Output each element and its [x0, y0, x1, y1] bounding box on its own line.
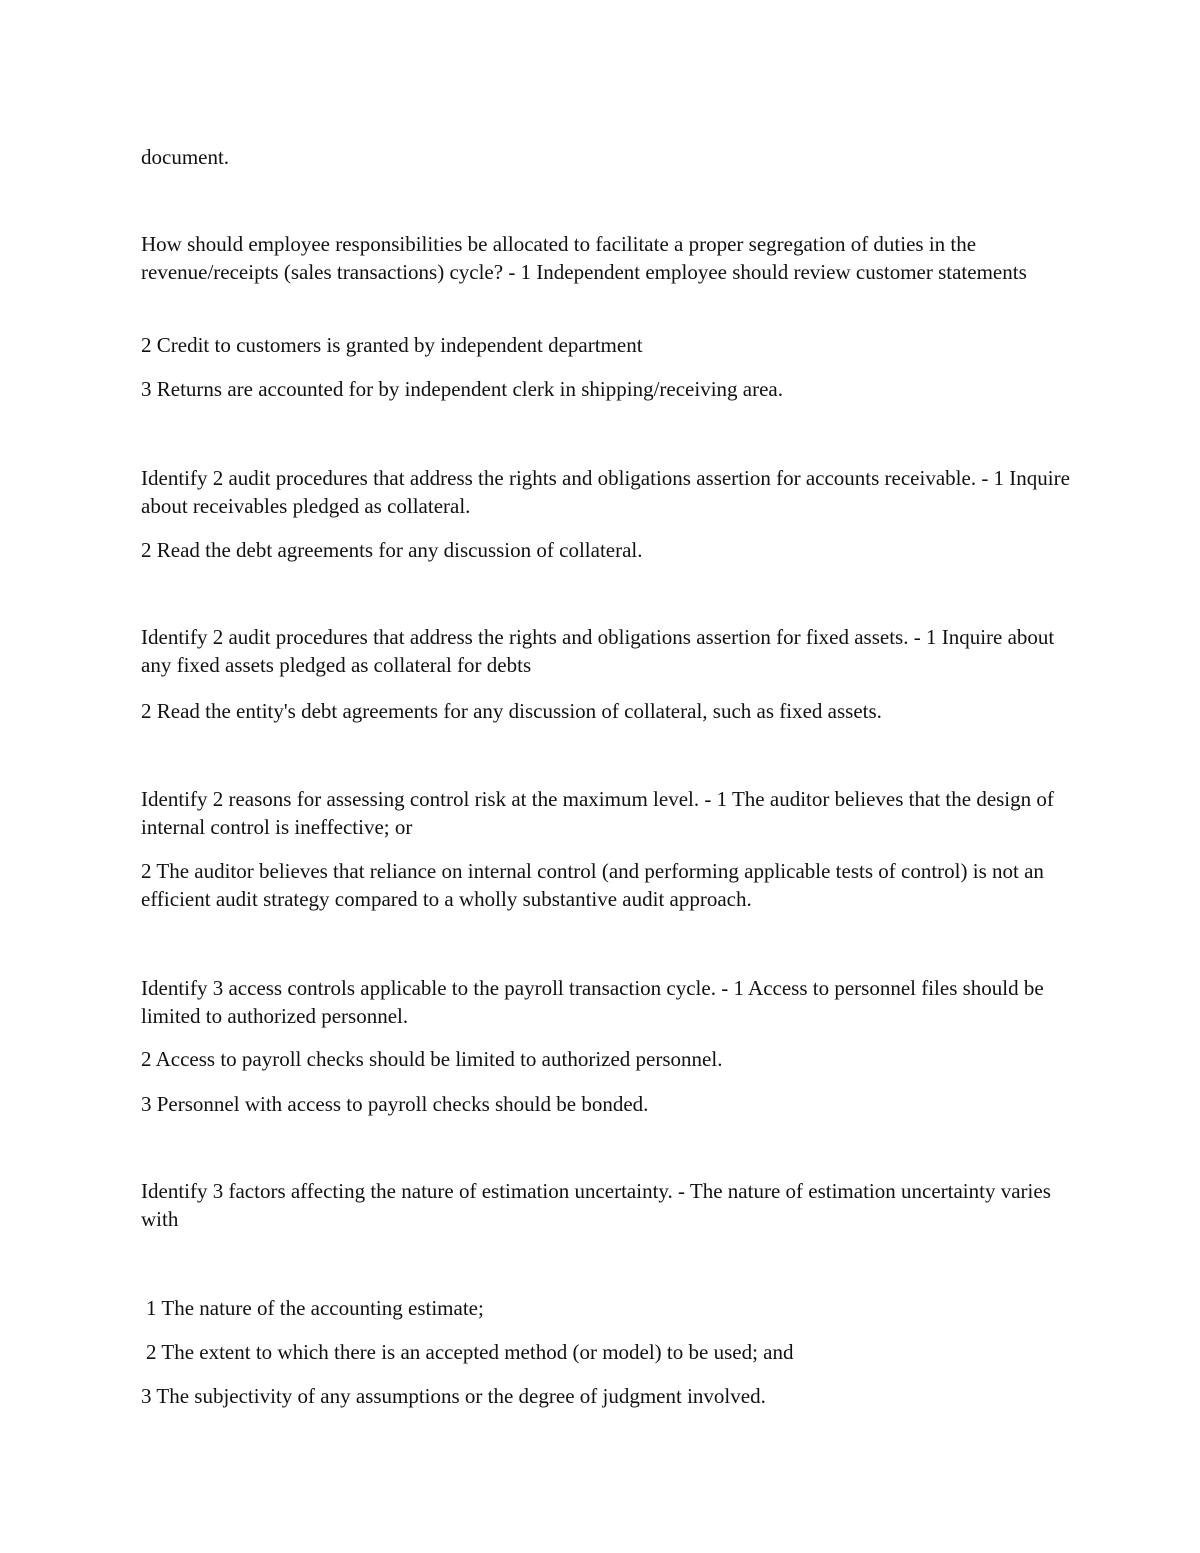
paragraph-fragment: document. — [141, 145, 230, 169]
answer-line: 2 The auditor believes that reliance on internal control (and performing applicable tests of control) is not an efficient audit strategy compared to a wholly substantive audit approach. — [141, 859, 1044, 911]
question-control-risk: Identify 2 reasons for assessing control risk at the maximum level. - 1 The auditor believes that the design of internal control is ineffective; or — [141, 787, 1054, 839]
answer-line: 2 Read the entity's debt agreements for any discussion of collateral, such as fixed assets. — [141, 699, 882, 723]
answer-line: 2 The extent to which there is an accepted method (or model) to be used; and — [146, 1340, 794, 1364]
question-fixed-assets-rights: Identify 2 audit procedures that address the rights and obligations assertion for fixed assets. - 1 Inquire about any fixed assets pledged as collateral for debts — [141, 625, 1055, 677]
question-estimation-uncertainty: Identify 3 factors affecting the nature of estimation uncertainty. - The nature of estimation uncertainty varies with — [141, 1179, 1051, 1231]
answer-line: 2 Credit to customers is granted by independent department — [141, 333, 643, 357]
question-receivables-rights: Identify 2 audit procedures that address the rights and obligations assertion for accounts receivable. - 1 Inquire about receivables pledged as collateral. — [141, 466, 1070, 518]
answer-line: 3 Returns are accounted for by independent clerk in shipping/receiving area. — [141, 377, 784, 401]
question-segregation-of-duties: How should employee responsibilities be allocated to facilitate a proper segregation of duties in the revenue/receipts (sales transactions) cycle? - 1 Independent employee should review customer statements — [141, 232, 1027, 284]
answer-line: 2 Access to payroll checks should be limited to authorized personnel. — [141, 1047, 723, 1071]
answer-line: 3 The subjectivity of any assumptions or the degree of judgment involved. — [141, 1384, 766, 1408]
question-payroll-access: Identify 3 access controls applicable to the payroll transaction cycle. - 1 Access to personnel files should be limited to authorized personnel. — [141, 976, 1044, 1028]
answer-line: 3 Personnel with access to payroll checks should be bonded. — [141, 1092, 649, 1116]
answer-line: 1 The nature of the accounting estimate; — [146, 1296, 484, 1320]
answer-line: 2 Read the debt agreements for any discussion of collateral. — [141, 538, 643, 562]
